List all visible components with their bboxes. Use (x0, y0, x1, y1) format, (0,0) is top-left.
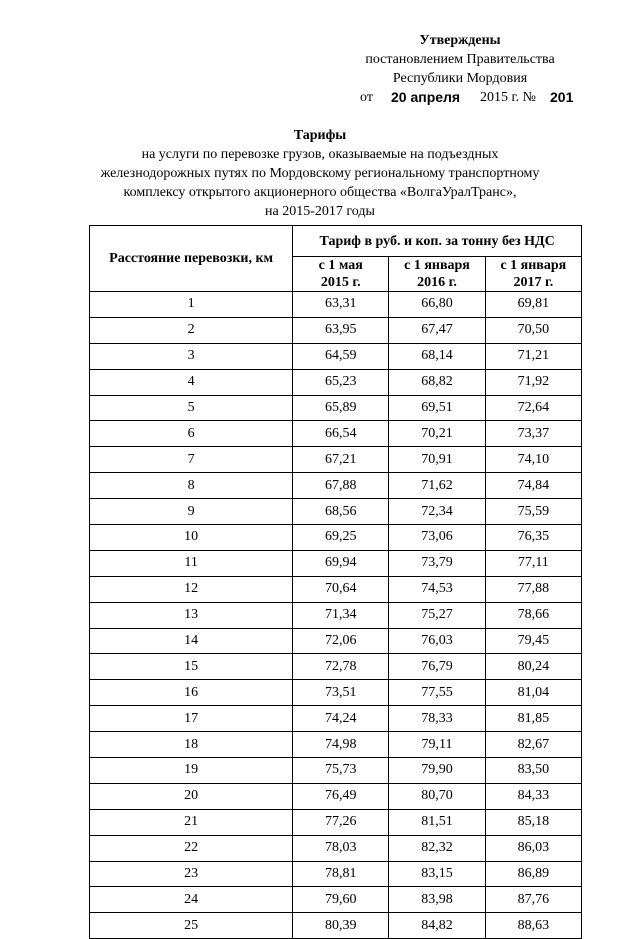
tariff-header: Тариф в руб. и коп. за тонну без НДС (293, 226, 582, 257)
approval-date: 20 апреля (391, 89, 461, 105)
table-row (90, 395, 582, 421)
tariff-2017-cell: 74,84 (485, 473, 581, 499)
tariff-2016-cell: 73,79 (389, 550, 485, 576)
tariff-2015-cell: 63,31 (293, 292, 389, 318)
distance-cell: 18 (90, 732, 293, 758)
tariff-2016-cell: 79,11 (389, 732, 485, 758)
distance-cell: 2 (90, 317, 293, 343)
distance-header: Расстояние перевозки, км (90, 226, 293, 292)
table-row (90, 783, 582, 809)
tariff-2016-cell: 75,27 (389, 602, 485, 628)
approval-number: 201 (550, 89, 574, 105)
distance-cell: 6 (90, 421, 293, 447)
tariff-table (89, 225, 582, 939)
distance-cell: 15 (90, 654, 293, 680)
document-title (60, 126, 580, 221)
tariff-2016-cell: 69,51 (389, 395, 485, 421)
tariff-2015-cell: 75,73 (293, 758, 389, 784)
tariff-2017-cell: 69,81 (485, 292, 581, 318)
table-row (90, 602, 582, 628)
tariff-2016-cell: 80,70 (389, 783, 485, 809)
tariff-2015-cell: 67,88 (293, 473, 389, 499)
period-header-2016 (389, 257, 485, 292)
distance-cell: 19 (90, 758, 293, 784)
period-header-2015-line-1: с 1 мая (318, 258, 363, 273)
tariff-2015-cell: 79,60 (293, 887, 389, 913)
tariff-2015-cell: 78,03 (293, 835, 389, 861)
distance-cell: 20 (90, 783, 293, 809)
title-line-4: на 2015-2017 годы (265, 204, 375, 219)
approval-line-2: Республики Мордовия (392, 71, 528, 86)
distance-cell: 17 (90, 706, 293, 732)
tariff-2017-cell: 81,85 (485, 706, 581, 732)
tariff-2017-cell: 78,66 (485, 602, 581, 628)
tariff-2017-cell: 71,92 (485, 369, 581, 395)
period-header-2017 (485, 257, 581, 292)
tariff-2015-cell: 69,94 (293, 550, 389, 576)
distance-cell: 23 (90, 861, 293, 887)
title-line-1: на услуги по перевозке грузов, оказываемые на подъездных (141, 147, 499, 162)
period-header-2017-line-2: 2017 г. (513, 275, 554, 290)
distance-cell: 22 (90, 835, 293, 861)
tariff-2015-cell: 74,24 (293, 706, 389, 732)
table-row (90, 732, 582, 758)
table-row (90, 550, 582, 576)
distance-cell: 13 (90, 602, 293, 628)
tariff-2015-cell: 72,78 (293, 654, 389, 680)
approval-line-1: постановлением Правительства (365, 52, 555, 67)
distance-cell: 12 (90, 576, 293, 602)
tariff-2017-cell: 82,67 (485, 732, 581, 758)
distance-cell: 10 (90, 525, 293, 551)
tariff-2017-cell: 83,50 (485, 758, 581, 784)
tariff-2017-cell: 73,37 (485, 421, 581, 447)
tariff-2017-cell: 76,35 (485, 525, 581, 551)
tariff-2017-cell: 86,89 (485, 861, 581, 887)
title-main: Тарифы (293, 128, 347, 143)
tariff-2016-cell: 67,47 (389, 317, 485, 343)
table-row (90, 499, 582, 525)
tariff-table-body (90, 292, 582, 939)
tariff-2016-cell: 68,82 (389, 369, 485, 395)
table-row (90, 835, 582, 861)
tariff-2015-cell: 80,39 (293, 913, 389, 939)
tariff-2016-cell: 76,79 (389, 654, 485, 680)
tariff-2015-cell: 71,34 (293, 602, 389, 628)
table-row (90, 861, 582, 887)
table-row (90, 343, 582, 369)
tariff-2017-cell: 75,59 (485, 499, 581, 525)
tariff-2016-cell: 77,55 (389, 680, 485, 706)
table-row (90, 525, 582, 551)
tariff-2016-cell: 72,34 (389, 499, 485, 525)
tariff-2016-cell: 71,62 (389, 473, 485, 499)
tariff-2017-cell: 70,50 (485, 317, 581, 343)
tariff-2016-cell: 83,98 (389, 887, 485, 913)
table-row (90, 706, 582, 732)
table-row (90, 680, 582, 706)
table-row (90, 887, 582, 913)
distance-cell: 8 (90, 473, 293, 499)
distance-cell: 5 (90, 395, 293, 421)
table-row (90, 576, 582, 602)
tariff-2015-cell: 72,06 (293, 628, 389, 654)
table-row (90, 913, 582, 939)
tariff-2016-cell: 84,82 (389, 913, 485, 939)
approval-heading: Утверждены (419, 33, 501, 48)
tariff-2016-cell: 81,51 (389, 809, 485, 835)
tariff-2017-cell: 88,63 (485, 913, 581, 939)
tariff-2016-cell: 83,15 (389, 861, 485, 887)
tariff-2017-cell: 74,10 (485, 447, 581, 473)
distance-cell: 3 (90, 343, 293, 369)
tariff-2015-cell: 66,54 (293, 421, 389, 447)
distance-cell: 16 (90, 680, 293, 706)
tariff-2016-cell: 70,91 (389, 447, 485, 473)
tariff-2016-cell: 78,33 (389, 706, 485, 732)
distance-cell: 9 (90, 499, 293, 525)
period-header-2017-line-1: с 1 января (500, 258, 567, 273)
approval-year: 2015 г. № (480, 90, 537, 105)
tariff-2015-cell: 73,51 (293, 680, 389, 706)
tariff-2016-cell: 68,14 (389, 343, 485, 369)
distance-cell: 21 (90, 809, 293, 835)
period-header-2015 (293, 257, 389, 292)
tariff-2017-cell: 77,88 (485, 576, 581, 602)
tariff-2015-cell: 68,56 (293, 499, 389, 525)
tariff-2015-cell: 65,23 (293, 369, 389, 395)
table-row (90, 758, 582, 784)
tariff-2017-cell: 80,24 (485, 654, 581, 680)
tariff-2015-cell: 64,59 (293, 343, 389, 369)
tariff-2017-cell: 79,45 (485, 628, 581, 654)
table-row (90, 473, 582, 499)
table-row (90, 369, 582, 395)
table-row (90, 628, 582, 654)
title-line-3: комплексу открытого акционерного общества «ВолгаУралТранс», (123, 185, 517, 200)
tariff-2016-cell: 82,32 (389, 835, 485, 861)
distance-cell: 11 (90, 550, 293, 576)
tariff-2017-cell: 87,76 (485, 887, 581, 913)
title-line-2: железнодорожных путях по Мордовскому региональному транспортному (100, 166, 540, 181)
tariff-2017-cell: 81,04 (485, 680, 581, 706)
period-header-2016-line-1: с 1 января (404, 258, 470, 273)
period-header-2015-line-2: 2015 г. (320, 275, 361, 290)
tariff-2017-cell: 84,33 (485, 783, 581, 809)
approval-block (340, 31, 580, 108)
distance-cell: 24 (90, 887, 293, 913)
tariff-2015-cell: 65,89 (293, 395, 389, 421)
table-row (90, 654, 582, 680)
tariff-2016-cell: 74,53 (389, 576, 485, 602)
distance-cell: 1 (90, 292, 293, 318)
tariff-2017-cell: 85,18 (485, 809, 581, 835)
tariff-2015-cell: 63,95 (293, 317, 389, 343)
distance-cell: 4 (90, 369, 293, 395)
table-row (90, 292, 582, 318)
tariff-2016-cell: 73,06 (389, 525, 485, 551)
tariff-2017-cell: 77,11 (485, 550, 581, 576)
tariff-2015-cell: 69,25 (293, 525, 389, 551)
distance-cell: 7 (90, 447, 293, 473)
table-row (90, 317, 582, 343)
table-row (90, 809, 582, 835)
tariff-2017-cell: 72,64 (485, 395, 581, 421)
tariff-2017-cell: 86,03 (485, 835, 581, 861)
tariff-2015-cell: 78,81 (293, 861, 389, 887)
tariff-2015-cell: 74,98 (293, 732, 389, 758)
tariff-2015-cell: 77,26 (293, 809, 389, 835)
tariff-2017-cell: 71,21 (485, 343, 581, 369)
tariff-2016-cell: 70,21 (389, 421, 485, 447)
table-row (90, 447, 582, 473)
tariff-2016-cell: 79,90 (389, 758, 485, 784)
distance-cell: 25 (90, 913, 293, 939)
period-header-2016-line-2: 2016 г. (417, 275, 457, 290)
approval-prefix: от (360, 90, 373, 105)
distance-cell: 14 (90, 628, 293, 654)
tariff-2016-cell: 76,03 (389, 628, 485, 654)
table-row (90, 421, 582, 447)
tariff-2015-cell: 70,64 (293, 576, 389, 602)
tariff-2015-cell: 67,21 (293, 447, 389, 473)
tariff-2016-cell: 66,80 (389, 292, 485, 318)
tariff-2015-cell: 76,49 (293, 783, 389, 809)
approval-date-line (340, 88, 580, 108)
